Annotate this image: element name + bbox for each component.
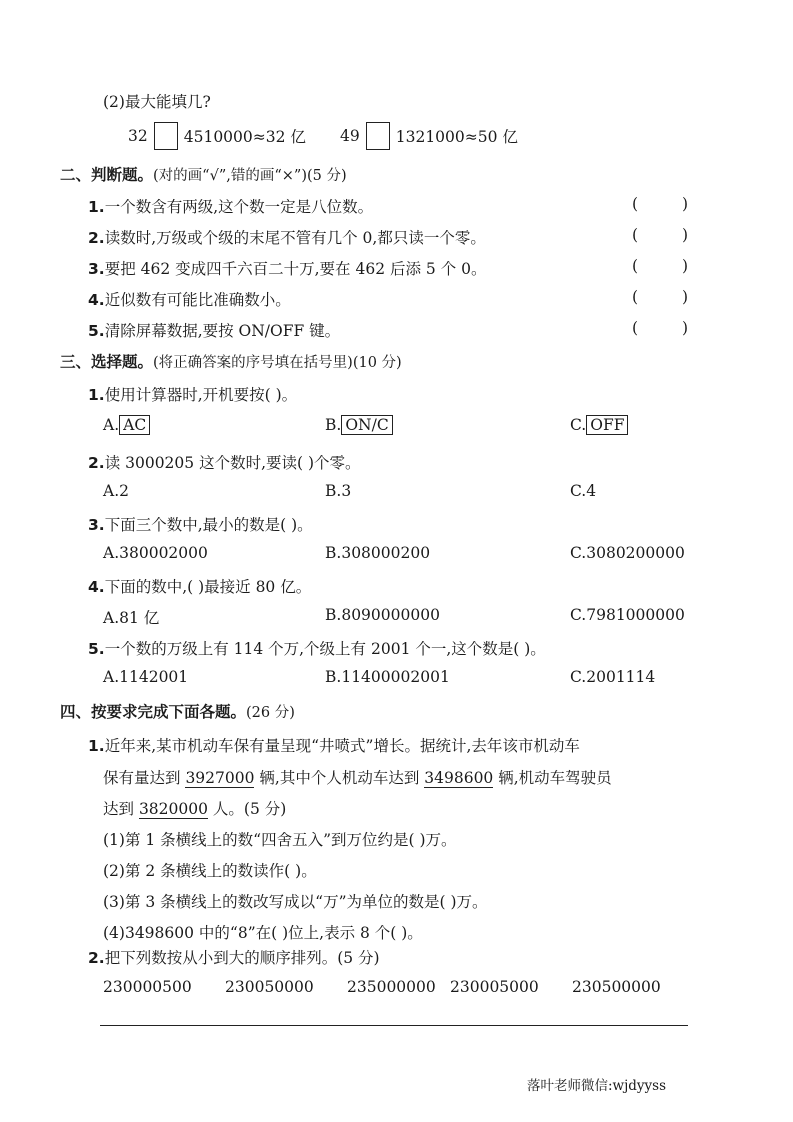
section-note: (26 分)	[246, 705, 295, 721]
section-title-text: 四、按要求完成下面各题。	[60, 703, 247, 721]
section-title-text: 二、判断题。	[60, 166, 154, 184]
fill-in-sub-question[interactable]: (2)第 2 条横线上的数读作( )。	[103, 862, 317, 880]
option-letter: A.	[103, 609, 120, 627]
item-number: 4.	[88, 291, 105, 309]
option-c[interactable]	[570, 482, 596, 500]
judgment-item	[88, 257, 487, 279]
number-item: 230050000	[225, 978, 314, 996]
option-c[interactable]	[570, 544, 685, 562]
item-text: 要把 462 变成四千六百二十万,要在 462 后添 5 个 0。	[104, 260, 487, 278]
option-value: 4	[586, 482, 597, 500]
option-c[interactable]	[570, 606, 685, 624]
option-letter: C.	[570, 482, 587, 500]
paren-open: (	[632, 319, 639, 337]
option-a[interactable]	[103, 668, 188, 686]
choice-question	[88, 451, 361, 473]
option-letter: B.	[325, 606, 342, 624]
choice-question	[88, 637, 546, 659]
underlined-number-2: 3498600	[424, 769, 494, 787]
task-paragraph-line	[88, 734, 580, 756]
key-label-off: OFF	[586, 415, 628, 435]
section-title-judgment	[60, 163, 347, 185]
option-a[interactable]	[103, 482, 129, 500]
question-text: 使用计算器时,开机要按( )。	[104, 386, 298, 404]
option-letter: A.	[103, 482, 120, 500]
paren-close: )	[681, 226, 688, 244]
option-value: 3080200000	[586, 544, 685, 562]
paragraph-text: 人。(5 分)	[207, 800, 287, 818]
option-value: 7981000000	[586, 606, 685, 624]
choice-question	[88, 513, 313, 535]
item-text: 清除屏幕数据,要按 ON/OFF 键。	[104, 322, 341, 340]
equation-left: 32	[128, 127, 148, 145]
judgment-item	[88, 319, 340, 341]
choice-question	[88, 575, 311, 597]
paragraph-text: 辆,其中个人机动车达到	[254, 769, 425, 787]
option-a[interactable]	[103, 416, 150, 434]
question-number: 1.	[88, 386, 105, 404]
answer-box[interactable]	[366, 122, 390, 150]
judgment-item	[88, 195, 373, 217]
option-b[interactable]	[325, 544, 430, 562]
paren-close: )	[681, 257, 688, 275]
answer-parentheses[interactable]	[632, 226, 688, 244]
choice-question	[88, 383, 297, 405]
judgment-item	[88, 226, 486, 248]
question-number: 2.	[88, 454, 105, 472]
question-number: 4.	[88, 578, 105, 596]
item-number: 1.	[88, 198, 105, 216]
equation-left: 49	[340, 127, 360, 145]
number-item: 230000500	[103, 978, 192, 996]
answer-box[interactable]	[154, 122, 178, 150]
option-letter: A.	[103, 544, 120, 562]
option-value: 11400002001	[341, 668, 450, 686]
section-note: (将正确答案的序号填在括号里)(10 分)	[153, 355, 402, 371]
option-letter: C.	[570, 544, 587, 562]
section-title-choice	[60, 350, 402, 372]
paren-open: (	[632, 257, 639, 275]
underlined-number-1: 3927000	[185, 769, 255, 787]
task-paragraph-line	[103, 766, 612, 788]
judgment-item	[88, 288, 291, 310]
question-text: 读 3000205 这个数时,要读( )个零。	[104, 454, 361, 472]
paragraph-text: 达到	[103, 800, 139, 818]
option-value: 81 亿	[119, 609, 160, 627]
option-value: 308000200	[341, 544, 431, 562]
paragraph-text: 近年来,某市机动车保有量呈现“井喷式”增长。据统计,去年该市机动车	[104, 737, 580, 755]
underlined-number-3: 3820000	[138, 800, 208, 818]
paren-close: )	[681, 288, 688, 306]
paren-open: (	[632, 226, 639, 244]
option-letter: C.	[570, 416, 587, 434]
paren-close: )	[681, 195, 688, 213]
item-text: 一个数含有两级,这个数一定是八位数。	[104, 198, 374, 216]
answer-parentheses[interactable]	[632, 288, 688, 306]
item-text: 读数时,万级或个级的末尾不管有几个 0,都只读一个零。	[104, 229, 486, 247]
option-letter: B.	[325, 416, 342, 434]
ordering-question	[88, 946, 380, 968]
estimation-equation-1	[128, 122, 306, 150]
option-value: 2001114	[586, 668, 656, 686]
item-number: 3.	[88, 260, 105, 278]
answer-line[interactable]	[100, 1025, 688, 1026]
option-c[interactable]	[570, 668, 655, 686]
fill-in-sub-question[interactable]: (4)3498600 中的“8”在( )位上,表示 8 个( )。	[103, 924, 423, 942]
item-number: 5.	[88, 322, 105, 340]
option-letter: A.	[103, 668, 120, 686]
option-a[interactable]	[103, 606, 159, 628]
question-text: 下面三个数中,最小的数是( )。	[104, 516, 313, 534]
option-b[interactable]	[325, 668, 450, 686]
option-value: 3	[341, 482, 352, 500]
question-text: 一个数的万级上有 114 个万,个级上有 2001 个一,这个数是( )。	[104, 640, 546, 658]
option-b[interactable]	[325, 416, 393, 434]
question-number: 1.	[88, 737, 105, 755]
item-text: 近似数有可能比准确数小。	[104, 291, 291, 309]
equation-right: 4510000≈32 亿	[183, 128, 306, 146]
paren-open: (	[632, 195, 639, 213]
key-label-ac: AC	[119, 415, 150, 435]
number-item: 235000000	[347, 978, 436, 996]
option-value: 2	[119, 482, 129, 500]
equation-right: 1321000≈50 亿	[395, 128, 518, 146]
option-letter: C.	[570, 668, 587, 686]
question-text: 下面的数中,( )最接近 80 亿。	[104, 578, 312, 596]
question-number: 3.	[88, 516, 105, 534]
item-number: 2.	[88, 229, 105, 247]
option-b[interactable]	[325, 482, 351, 500]
question-text: 把下列数按从小到大的顺序排列。(5 分)	[104, 949, 380, 967]
option-a[interactable]	[103, 544, 208, 562]
question-number: 5.	[88, 640, 105, 658]
option-letter: B.	[325, 668, 342, 686]
sub-question-label: (2)最大能填几?	[103, 93, 211, 111]
key-label-on-c: ON/C	[341, 415, 392, 435]
option-value: 1142001	[119, 668, 189, 686]
section-title-tasks	[60, 700, 295, 722]
option-letter: B.	[325, 482, 342, 500]
option-letter: C.	[570, 606, 587, 624]
footer-contact: 落叶老师微信:wjdyyss	[527, 1078, 667, 1094]
paragraph-text: 保有量达到	[103, 769, 186, 787]
option-b[interactable]	[325, 606, 440, 624]
paragraph-text: 辆,机动车驾驶员	[493, 769, 612, 787]
estimation-equation-2	[340, 122, 518, 150]
option-letter: B.	[325, 544, 342, 562]
option-c[interactable]	[570, 416, 628, 434]
option-value: 8090000000	[341, 606, 440, 624]
section-title-text: 三、选择题。	[60, 353, 154, 371]
number-item: 230500000	[572, 978, 661, 996]
question-number: 2.	[88, 949, 105, 967]
answer-parentheses[interactable]	[632, 195, 688, 213]
answer-parentheses[interactable]	[632, 319, 688, 337]
paren-close: )	[681, 319, 688, 337]
option-letter: A.	[103, 416, 120, 434]
answer-parentheses[interactable]	[632, 257, 688, 275]
fill-in-sub-question[interactable]: (1)第 1 条横线上的数“四舍五入”到万位约是( )万。	[103, 831, 457, 849]
option-value: 380002000	[119, 544, 208, 562]
section-note: (对的画“√”,错的画“×”)(5 分)	[153, 168, 347, 184]
paren-open: (	[632, 288, 639, 306]
fill-in-sub-question[interactable]: (3)第 3 条横线上的数改写成以“万”为单位的数是( )万。	[103, 893, 488, 911]
number-item: 230005000	[450, 978, 539, 996]
task-paragraph-line	[103, 797, 286, 819]
